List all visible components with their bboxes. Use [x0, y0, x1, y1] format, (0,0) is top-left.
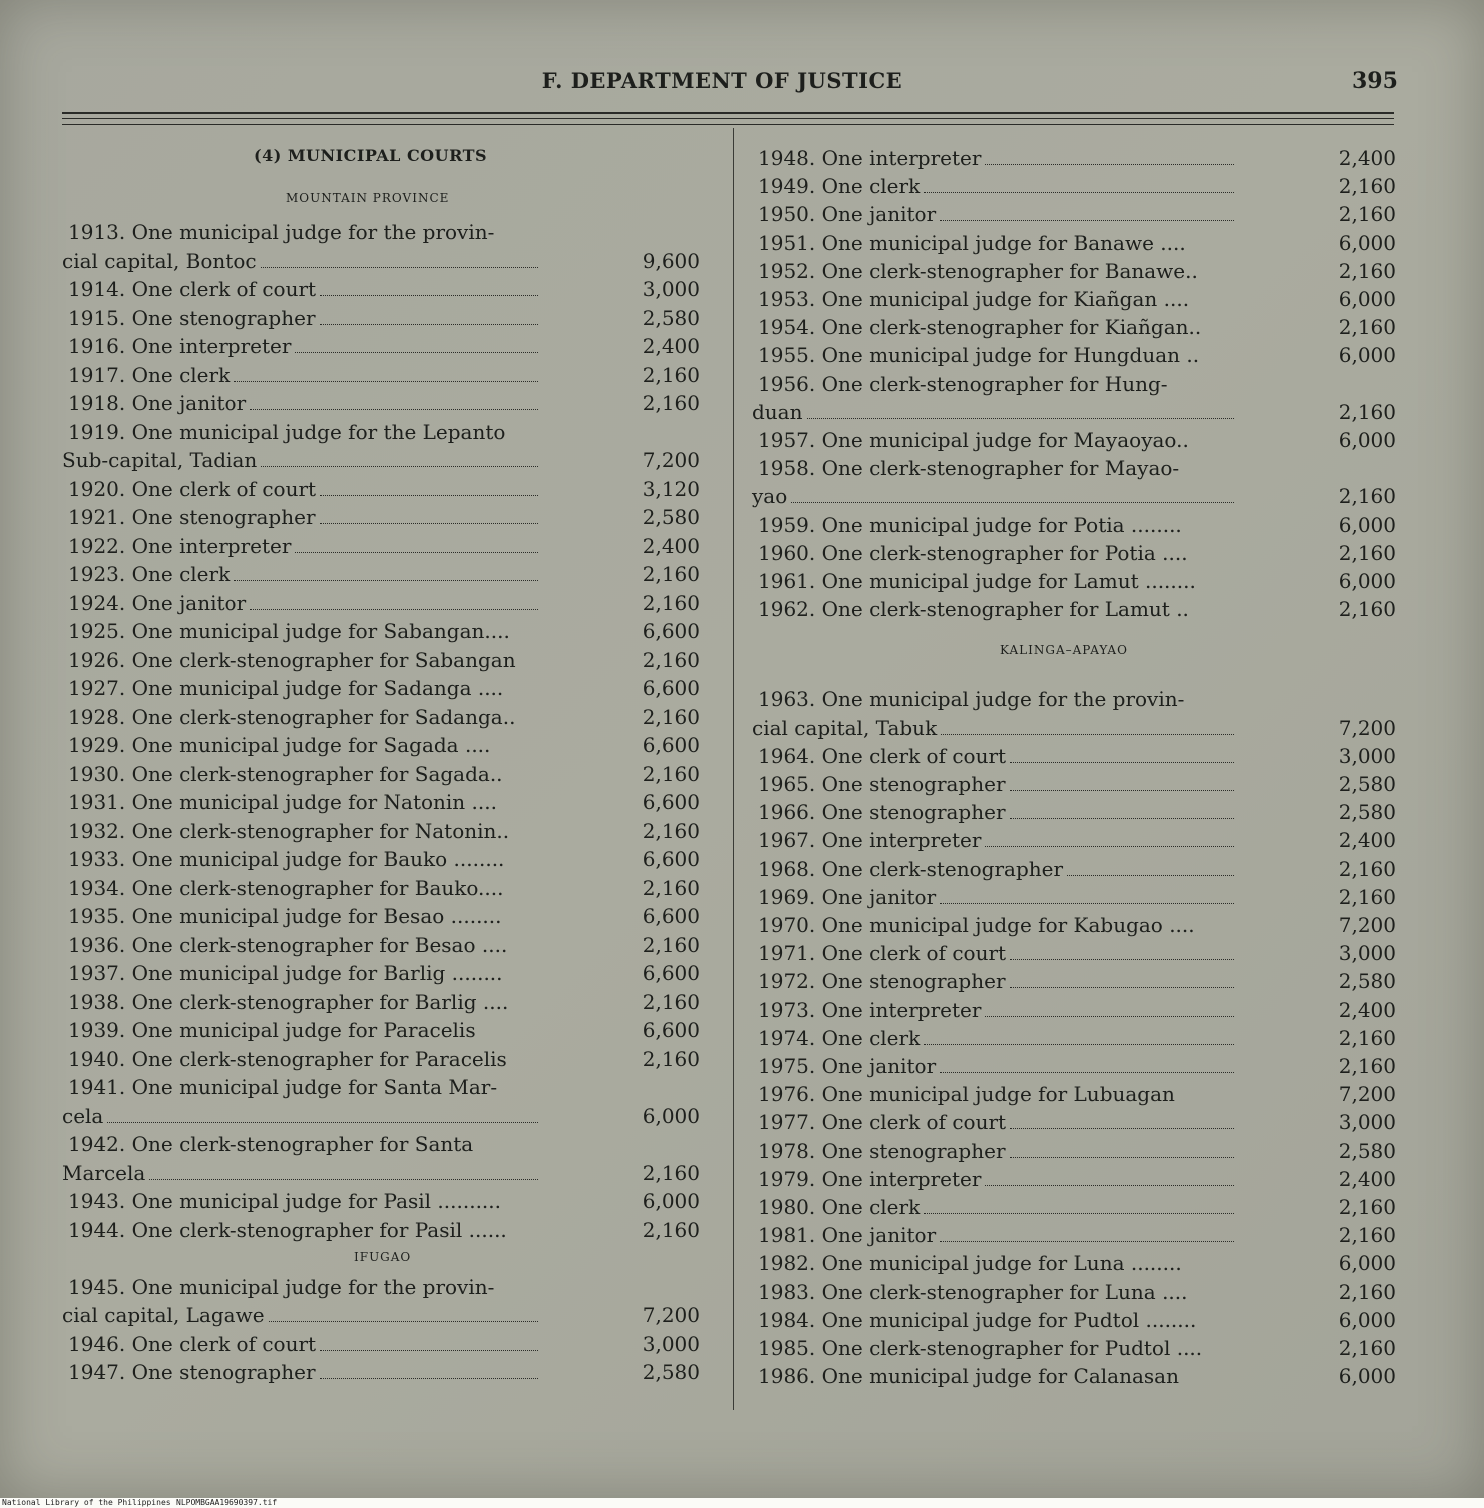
- dot-leader: [924, 1043, 1234, 1045]
- budget-line-item: [68, 306, 538, 330]
- line-item-text: 1937. One municipal judge for Barlig ........: [68, 961, 503, 985]
- line-item-text: 1925. One municipal judge for Sabangan....: [68, 619, 510, 643]
- budget-line-item: [758, 231, 1186, 255]
- line-item-amount: 2,580: [1338, 772, 1396, 797]
- budget-line-item: [758, 456, 1179, 480]
- line-item-text: 1958. One clerk-stenographer for Mayao-: [758, 456, 1180, 481]
- budget-line-item: [68, 1132, 473, 1156]
- line-item-amount: 2,400: [642, 334, 700, 358]
- line-item-text: 1918. One janitor: [68, 391, 247, 415]
- dot-leader: [250, 608, 538, 610]
- line-item-text: 1944. One clerk-stenographer for Pasil ......: [68, 1217, 507, 1242]
- line-item-amount: 6,000: [642, 1189, 700, 1213]
- budget-line-item: [68, 391, 538, 415]
- line-item-text: 1956. One clerk-stenographer for Hung-: [758, 371, 1168, 396]
- budget-line-item: [758, 687, 1184, 711]
- line-item-text: 1984. One municipal judge for Pudtol ........: [758, 1307, 1197, 1332]
- dot-leader: [1010, 817, 1234, 819]
- line-item-text: 1929. One municipal judge for Sagada ....: [68, 733, 491, 757]
- line-item-amount: 6,000: [1338, 287, 1396, 311]
- line-item-amount: 2,160: [1338, 1223, 1396, 1248]
- line-item-amount: 2,160: [642, 1160, 700, 1185]
- budget-line-item: [62, 448, 538, 472]
- line-item-text: 1977. One clerk of court: [758, 1110, 1007, 1135]
- line-item-amount: 2,160: [1338, 540, 1396, 565]
- budget-line-item: [68, 1075, 497, 1099]
- line-item-amount: 6,600: [642, 733, 700, 757]
- budget-line-item: [758, 541, 1188, 565]
- line-item-text: 1974. One clerk: [758, 1025, 921, 1050]
- dot-leader: [940, 1071, 1234, 1073]
- budget-line-item: [68, 933, 507, 957]
- line-item-amount: 6,000: [1338, 230, 1396, 255]
- budget-line-item: [758, 569, 1196, 593]
- line-item-text: 1923. One clerk: [68, 562, 231, 586]
- line-item-amount: 3,120: [642, 476, 700, 501]
- header-rule: [62, 118, 1394, 119]
- column-divider: [733, 128, 734, 1410]
- budget-line-item: [758, 857, 1234, 881]
- line-item-amount: 6,000: [642, 1103, 700, 1128]
- budget-line-item: [758, 885, 1234, 909]
- line-item-text: 1959. One municipal judge for Potia ........: [758, 512, 1182, 537]
- budget-line-item: [68, 961, 503, 985]
- line-item-amount: 6,600: [642, 619, 700, 643]
- scan-footer: [0, 1498, 1484, 1508]
- footer-file: NLPOMBGAA19690397.tif: [176, 1498, 278, 1507]
- section-heading: IFUGAO: [354, 1250, 412, 1264]
- budget-line-item: [68, 562, 538, 586]
- dot-leader: [1010, 789, 1234, 791]
- line-item-text: 1935. One municipal judge for Besao ........: [68, 904, 502, 928]
- budget-line-item: [62, 1104, 538, 1128]
- dot-leader: [1010, 958, 1234, 960]
- line-item-amount: 2,580: [1338, 800, 1396, 825]
- line-item-amount: 2,160: [1338, 884, 1396, 909]
- dot-leader: [320, 1349, 538, 1351]
- section-heading: KALINGA–APAYAO: [1000, 643, 1128, 658]
- line-item-text: 1927. One municipal judge for Sadanga ....: [68, 676, 504, 700]
- line-item-amount: 6,000: [1338, 1364, 1396, 1389]
- budget-line-item: [68, 277, 538, 301]
- line-item-text: Marcela: [62, 1160, 146, 1185]
- line-item-text: 1952. One clerk-stenographer for Banawe..: [758, 258, 1198, 283]
- line-item-amount: 2,580: [642, 505, 700, 529]
- budget-line-item: [758, 941, 1234, 965]
- line-item-text: 1950. One janitor: [758, 202, 937, 227]
- line-item-text: 1982. One municipal judge for Luna ........: [758, 1251, 1182, 1276]
- line-item-amount: 2,160: [1338, 484, 1396, 509]
- budget-line-item: [68, 591, 538, 615]
- line-item-text: 1953. One municipal judge for Kiañgan ....: [758, 287, 1190, 311]
- budget-line-item: [758, 913, 1195, 937]
- line-item-amount: 2,160: [1338, 1054, 1396, 1079]
- line-item-text: Sub-capital, Tadian: [62, 448, 258, 472]
- dot-leader: [295, 351, 538, 353]
- line-item-amount: 2,160: [1338, 856, 1396, 881]
- line-item-text: 1971. One clerk of court: [758, 941, 1007, 966]
- line-item-amount: 2,160: [642, 562, 700, 586]
- line-item-amount: 9,600: [642, 248, 700, 273]
- line-item-text: 1978. One stenographer: [758, 1138, 1006, 1163]
- budget-line-item: [758, 1223, 1234, 1247]
- line-item-amount: 2,160: [1338, 399, 1396, 424]
- budget-line-item: [758, 202, 1234, 226]
- line-item-text: 1967. One interpreter: [758, 828, 982, 853]
- budget-line-item: [758, 1251, 1182, 1275]
- line-item-text: 1942. One clerk-stenographer for Santa: [68, 1132, 474, 1156]
- dot-leader: [940, 219, 1234, 221]
- line-item-amount: 2,160: [642, 818, 700, 843]
- budget-line-item: [758, 1308, 1196, 1332]
- line-item-amount: 2,160: [642, 590, 700, 615]
- budget-line-item: [62, 1303, 538, 1327]
- line-item-text: 1919. One municipal judge for the Lepanto: [68, 419, 506, 444]
- line-item-amount: 2,160: [642, 704, 700, 729]
- dot-leader: [107, 1121, 538, 1123]
- dot-leader: [320, 294, 538, 296]
- budget-line-item: [758, 287, 1189, 311]
- line-item-text: 1985. One clerk-stenographer for Pudtol ....: [758, 1336, 1203, 1361]
- dot-leader: [320, 522, 538, 524]
- line-item-amount: 2,160: [1338, 258, 1396, 283]
- line-item-amount: 3,000: [642, 277, 700, 301]
- budget-line-item: [758, 1364, 1179, 1388]
- budget-line-item: [758, 1195, 1234, 1219]
- line-item-text: 1934. One clerk-stenographer for Bauko....: [68, 875, 504, 900]
- budget-line-item: [758, 772, 1234, 796]
- line-item-text: 1962. One clerk-stenographer for Lamut ..: [758, 597, 1189, 622]
- budget-line-item: [758, 744, 1234, 768]
- line-item-amount: 7,200: [1338, 1082, 1396, 1107]
- budget-line-item: [68, 1189, 501, 1213]
- budget-line-item: [68, 762, 503, 786]
- line-item-amount: 6,600: [642, 961, 700, 985]
- line-item-text: 1916. One interpreter: [68, 334, 292, 358]
- line-item-amount: 3,000: [1338, 1110, 1396, 1135]
- line-item-text: 1965. One stenographer: [758, 772, 1006, 797]
- line-item-text: 1970. One municipal judge for Kabugao ....: [758, 913, 1195, 938]
- budget-line-item: [68, 847, 504, 871]
- line-item-text: 1931. One municipal judge for Natonin ....: [68, 790, 497, 814]
- budget-line-item: [758, 146, 1234, 170]
- budget-line-item: [68, 1218, 507, 1242]
- dot-leader: [320, 1377, 538, 1379]
- line-item-text: 1930. One clerk-stenographer for Sagada..: [68, 761, 503, 786]
- line-item-amount: 2,160: [1338, 202, 1396, 227]
- budget-line-item: [758, 1110, 1234, 1134]
- line-item-text: 1981. One janitor: [758, 1223, 937, 1248]
- line-item-text: 1963. One municipal judge for the provin-: [758, 687, 1185, 712]
- line-item-text: 1945. One municipal judge for the provin-: [68, 1274, 495, 1299]
- budget-line-item: [68, 334, 538, 358]
- budget-line-item: [758, 998, 1234, 1022]
- dot-leader: [261, 266, 538, 268]
- line-item-text: 1948. One interpreter: [758, 146, 982, 170]
- dot-leader: [234, 380, 538, 382]
- line-item-text: 1932. One clerk-stenographer for Natonin..: [68, 818, 510, 843]
- budget-line-item: [68, 1047, 507, 1071]
- budget-line-item: [758, 1336, 1202, 1360]
- line-item-text: 1926. One clerk-stenographer for Sabangan: [68, 647, 516, 672]
- dot-leader: [149, 1178, 538, 1180]
- line-item-text: 1980. One clerk: [758, 1195, 921, 1220]
- line-item-text: 1955. One municipal judge for Hungduan ..: [758, 343, 1200, 368]
- budget-line-item: [758, 372, 1168, 396]
- line-item-amount: 2,160: [1338, 1195, 1396, 1220]
- dot-leader: [791, 501, 1234, 503]
- budget-line-item: [62, 249, 538, 273]
- line-item-text: 1913. One municipal judge for the provin-: [68, 220, 495, 244]
- dot-leader: [269, 1320, 538, 1322]
- line-item-text: 1973. One interpreter: [758, 997, 982, 1022]
- line-item-amount: 2,160: [642, 362, 700, 387]
- line-item-amount: 2,400: [642, 533, 700, 558]
- line-item-amount: 2,160: [642, 989, 700, 1014]
- budget-line-item: [62, 1161, 538, 1185]
- line-item-text: 1938. One clerk-stenographer for Barlig ....: [68, 989, 509, 1014]
- line-item-text: cial capital, Lagawe: [62, 1303, 265, 1327]
- line-item-amount: 6,000: [1338, 343, 1396, 368]
- dot-leader: [1010, 986, 1234, 988]
- line-item-text: 1943. One municipal judge for Pasil ..........: [68, 1189, 501, 1213]
- footer-library: National Library of the Philippines: [2, 1498, 171, 1507]
- budget-line-item: [68, 363, 538, 387]
- header-rule: [62, 112, 1394, 114]
- line-item-text: 1957. One municipal judge for Mayaoyao..: [758, 428, 1189, 452]
- line-item-text: 1969. One janitor: [758, 884, 937, 909]
- dot-leader: [985, 1184, 1234, 1186]
- dot-leader: [941, 733, 1234, 735]
- line-item-text: 1928. One clerk-stenographer for Sadanga..: [68, 704, 516, 729]
- line-item-amount: 2,160: [642, 875, 700, 900]
- line-item-text: 1949. One clerk: [758, 174, 921, 199]
- line-item-amount: 7,200: [1338, 913, 1396, 938]
- dot-leader: [320, 323, 538, 325]
- line-item-text: 1915. One stenographer: [68, 305, 316, 330]
- budget-line-item: [68, 819, 509, 843]
- dot-leader: [940, 1240, 1234, 1242]
- dot-leader: [940, 902, 1234, 904]
- line-item-amount: 2,160: [1338, 315, 1396, 340]
- line-item-amount: 6,000: [1338, 512, 1396, 537]
- line-item-text: 1986. One municipal judge for Calanasan: [758, 1364, 1179, 1389]
- line-item-amount: 6,600: [642, 790, 700, 814]
- page-number: 395: [1352, 68, 1398, 94]
- budget-line-item: [758, 428, 1189, 452]
- budget-line-item: [758, 1082, 1175, 1106]
- budget-line-item: [752, 484, 1234, 508]
- dot-leader: [1067, 874, 1234, 876]
- dot-leader: [985, 845, 1234, 847]
- line-item-text: 1924. One janitor: [68, 590, 247, 615]
- dot-leader: [924, 191, 1234, 193]
- line-item-amount: 3,000: [1338, 941, 1396, 966]
- dot-leader: [295, 551, 538, 553]
- budget-line-item: [758, 1280, 1188, 1304]
- line-item-amount: 6,000: [1338, 569, 1396, 593]
- line-item-text: 1976. One municipal judge for Lubuagan: [758, 1082, 1175, 1107]
- line-item-text: 1922. One interpreter: [68, 533, 292, 558]
- line-item-amount: 7,200: [642, 448, 700, 472]
- line-item-text: 1975. One janitor: [758, 1054, 937, 1079]
- line-item-text: 1939. One municipal judge for Paracelis: [68, 1018, 476, 1042]
- budget-line-item: [758, 597, 1189, 621]
- budget-line-item: [68, 477, 538, 501]
- line-item-text: 1979. One interpreter: [758, 1166, 982, 1191]
- line-item-amount: 2,160: [642, 1046, 700, 1071]
- dot-leader: [1010, 1156, 1234, 1158]
- budget-line-item: [752, 400, 1234, 424]
- line-item-text: 1941. One municipal judge for Santa Mar-: [68, 1075, 498, 1099]
- budget-line-item: [758, 800, 1234, 824]
- line-item-amount: 7,200: [642, 1303, 700, 1327]
- line-item-amount: 6,000: [1338, 428, 1396, 452]
- page-header: [0, 68, 1484, 100]
- line-item-amount: 3,000: [1338, 743, 1396, 768]
- line-item-text: 1914. One clerk of court: [68, 277, 317, 301]
- line-item-text: 1921. One stenographer: [68, 505, 316, 529]
- line-item-amount: 6,600: [642, 676, 700, 700]
- line-item-amount: 2,160: [642, 932, 700, 957]
- line-item-amount: 2,160: [642, 391, 700, 415]
- line-item-text: cial capital, Tabuk: [752, 715, 938, 740]
- line-item-text: 1936. One clerk-stenographer for Besao ....: [68, 932, 508, 957]
- line-item-text: 1920. One clerk of court: [68, 476, 317, 501]
- line-item-text: 1968. One clerk-stenographer: [758, 856, 1064, 881]
- line-item-text: cial capital, Bontoc: [62, 248, 257, 273]
- line-item-text: 1983. One clerk-stenographer for Luna ....: [758, 1279, 1188, 1304]
- dot-leader: [250, 408, 538, 410]
- dot-leader: [924, 1212, 1234, 1214]
- line-item-amount: 7,200: [1338, 715, 1396, 740]
- line-item-amount: 6,600: [642, 847, 700, 871]
- line-item-amount: 6,000: [1338, 1251, 1396, 1276]
- line-item-text: 1933. One municipal judge for Bauko ........: [68, 847, 505, 871]
- budget-line-item: [758, 1026, 1234, 1050]
- line-item-amount: 2,580: [1338, 969, 1396, 994]
- budget-line-item: [68, 648, 516, 672]
- line-item-text: 1917. One clerk: [68, 362, 231, 387]
- line-item-amount: 2,400: [1338, 146, 1396, 170]
- budget-line-item: [68, 790, 497, 814]
- line-item-amount: 2,580: [1338, 1138, 1396, 1163]
- budget-line-item: [758, 828, 1234, 852]
- line-item-amount: 2,160: [1338, 1279, 1396, 1304]
- line-item-amount: 2,160: [642, 761, 700, 786]
- budget-line-item: [68, 705, 515, 729]
- budget-line-item: [758, 969, 1234, 993]
- line-item-text: 1960. One clerk-stenographer for Potia ....: [758, 540, 1188, 565]
- page-title: F. DEPARTMENT OF JUSTICE: [541, 68, 903, 93]
- line-item-text: yao: [752, 484, 788, 509]
- line-item-text: 1947. One stenographer: [68, 1360, 316, 1384]
- budget-line-item: [68, 1275, 494, 1299]
- line-item-text: 1961. One municipal judge for Lamut ........: [758, 569, 1196, 593]
- budget-line-item: [68, 619, 510, 643]
- budget-line-item: [68, 876, 504, 900]
- dot-leader: [261, 465, 538, 467]
- line-item-amount: 2,580: [642, 1360, 700, 1384]
- dot-leader: [234, 579, 538, 581]
- line-item-text: 1972. One stenographer: [758, 969, 1006, 994]
- budget-line-item: [758, 174, 1234, 198]
- budget-line-item: [758, 315, 1201, 339]
- budget-line-item: [68, 676, 503, 700]
- section-subheading: MOUNTAIN PROVINCE: [286, 191, 450, 205]
- budget-line-item: [758, 513, 1182, 537]
- budget-line-item: [68, 534, 538, 558]
- budget-line-item: [758, 259, 1198, 283]
- line-item-amount: 2,160: [1338, 1025, 1396, 1050]
- dot-leader: [985, 1015, 1234, 1017]
- budget-line-item: [752, 716, 1234, 740]
- budget-line-item: [68, 733, 490, 757]
- line-item-text: 1946. One clerk of court: [68, 1331, 317, 1356]
- line-item-amount: 3,000: [642, 1331, 700, 1356]
- line-item-text: 1951. One municipal judge for Banawe ....: [758, 230, 1186, 255]
- line-item-text: duan: [752, 399, 803, 424]
- line-item-amount: 2,160: [1338, 1336, 1396, 1361]
- section-heading: (4) MUNICIPAL COURTS: [254, 146, 488, 165]
- line-item-amount: 2,400: [1338, 828, 1396, 853]
- header-rule: [62, 124, 1394, 125]
- budget-line-item: [758, 343, 1199, 367]
- budget-line-item: [68, 1360, 538, 1384]
- budget-line-item: [68, 420, 505, 444]
- dot-leader: [1010, 761, 1234, 763]
- budget-line-item: [68, 220, 494, 244]
- line-item-amount: 2,400: [1338, 997, 1396, 1022]
- line-item-amount: 2,400: [1338, 1166, 1396, 1191]
- line-item-amount: 2,160: [642, 1217, 700, 1242]
- budget-line-item: [758, 1167, 1234, 1191]
- dot-leader: [320, 494, 538, 496]
- dot-leader: [1010, 1127, 1234, 1129]
- line-item-text: 1966. One stenographer: [758, 800, 1006, 825]
- budget-line-item: [68, 505, 538, 529]
- line-item-amount: 2,160: [1338, 597, 1396, 622]
- line-item-amount: 2,160: [1338, 174, 1396, 199]
- line-item-amount: 6,600: [642, 904, 700, 928]
- line-item-amount: 2,580: [642, 305, 700, 330]
- budget-line-item: [68, 1018, 476, 1042]
- dot-leader: [985, 163, 1234, 165]
- dot-leader: [807, 417, 1235, 419]
- budget-line-item: [758, 1139, 1234, 1163]
- budget-line-item: [68, 904, 502, 928]
- line-item-amount: 6,600: [642, 1018, 700, 1042]
- budget-line-item: [68, 990, 508, 1014]
- budget-line-item: [758, 1054, 1234, 1078]
- line-item-text: 1940. One clerk-stenographer for Paracelis: [68, 1046, 507, 1071]
- line-item-text: 1954. One clerk-stenographer for Kiañgan..: [758, 315, 1202, 340]
- line-item-amount: 2,160: [642, 647, 700, 672]
- budget-line-item: [68, 1332, 538, 1356]
- line-item-amount: 6,000: [1338, 1307, 1396, 1332]
- line-item-text: 1964. One clerk of court: [758, 743, 1007, 768]
- line-item-text: cela: [62, 1103, 104, 1128]
